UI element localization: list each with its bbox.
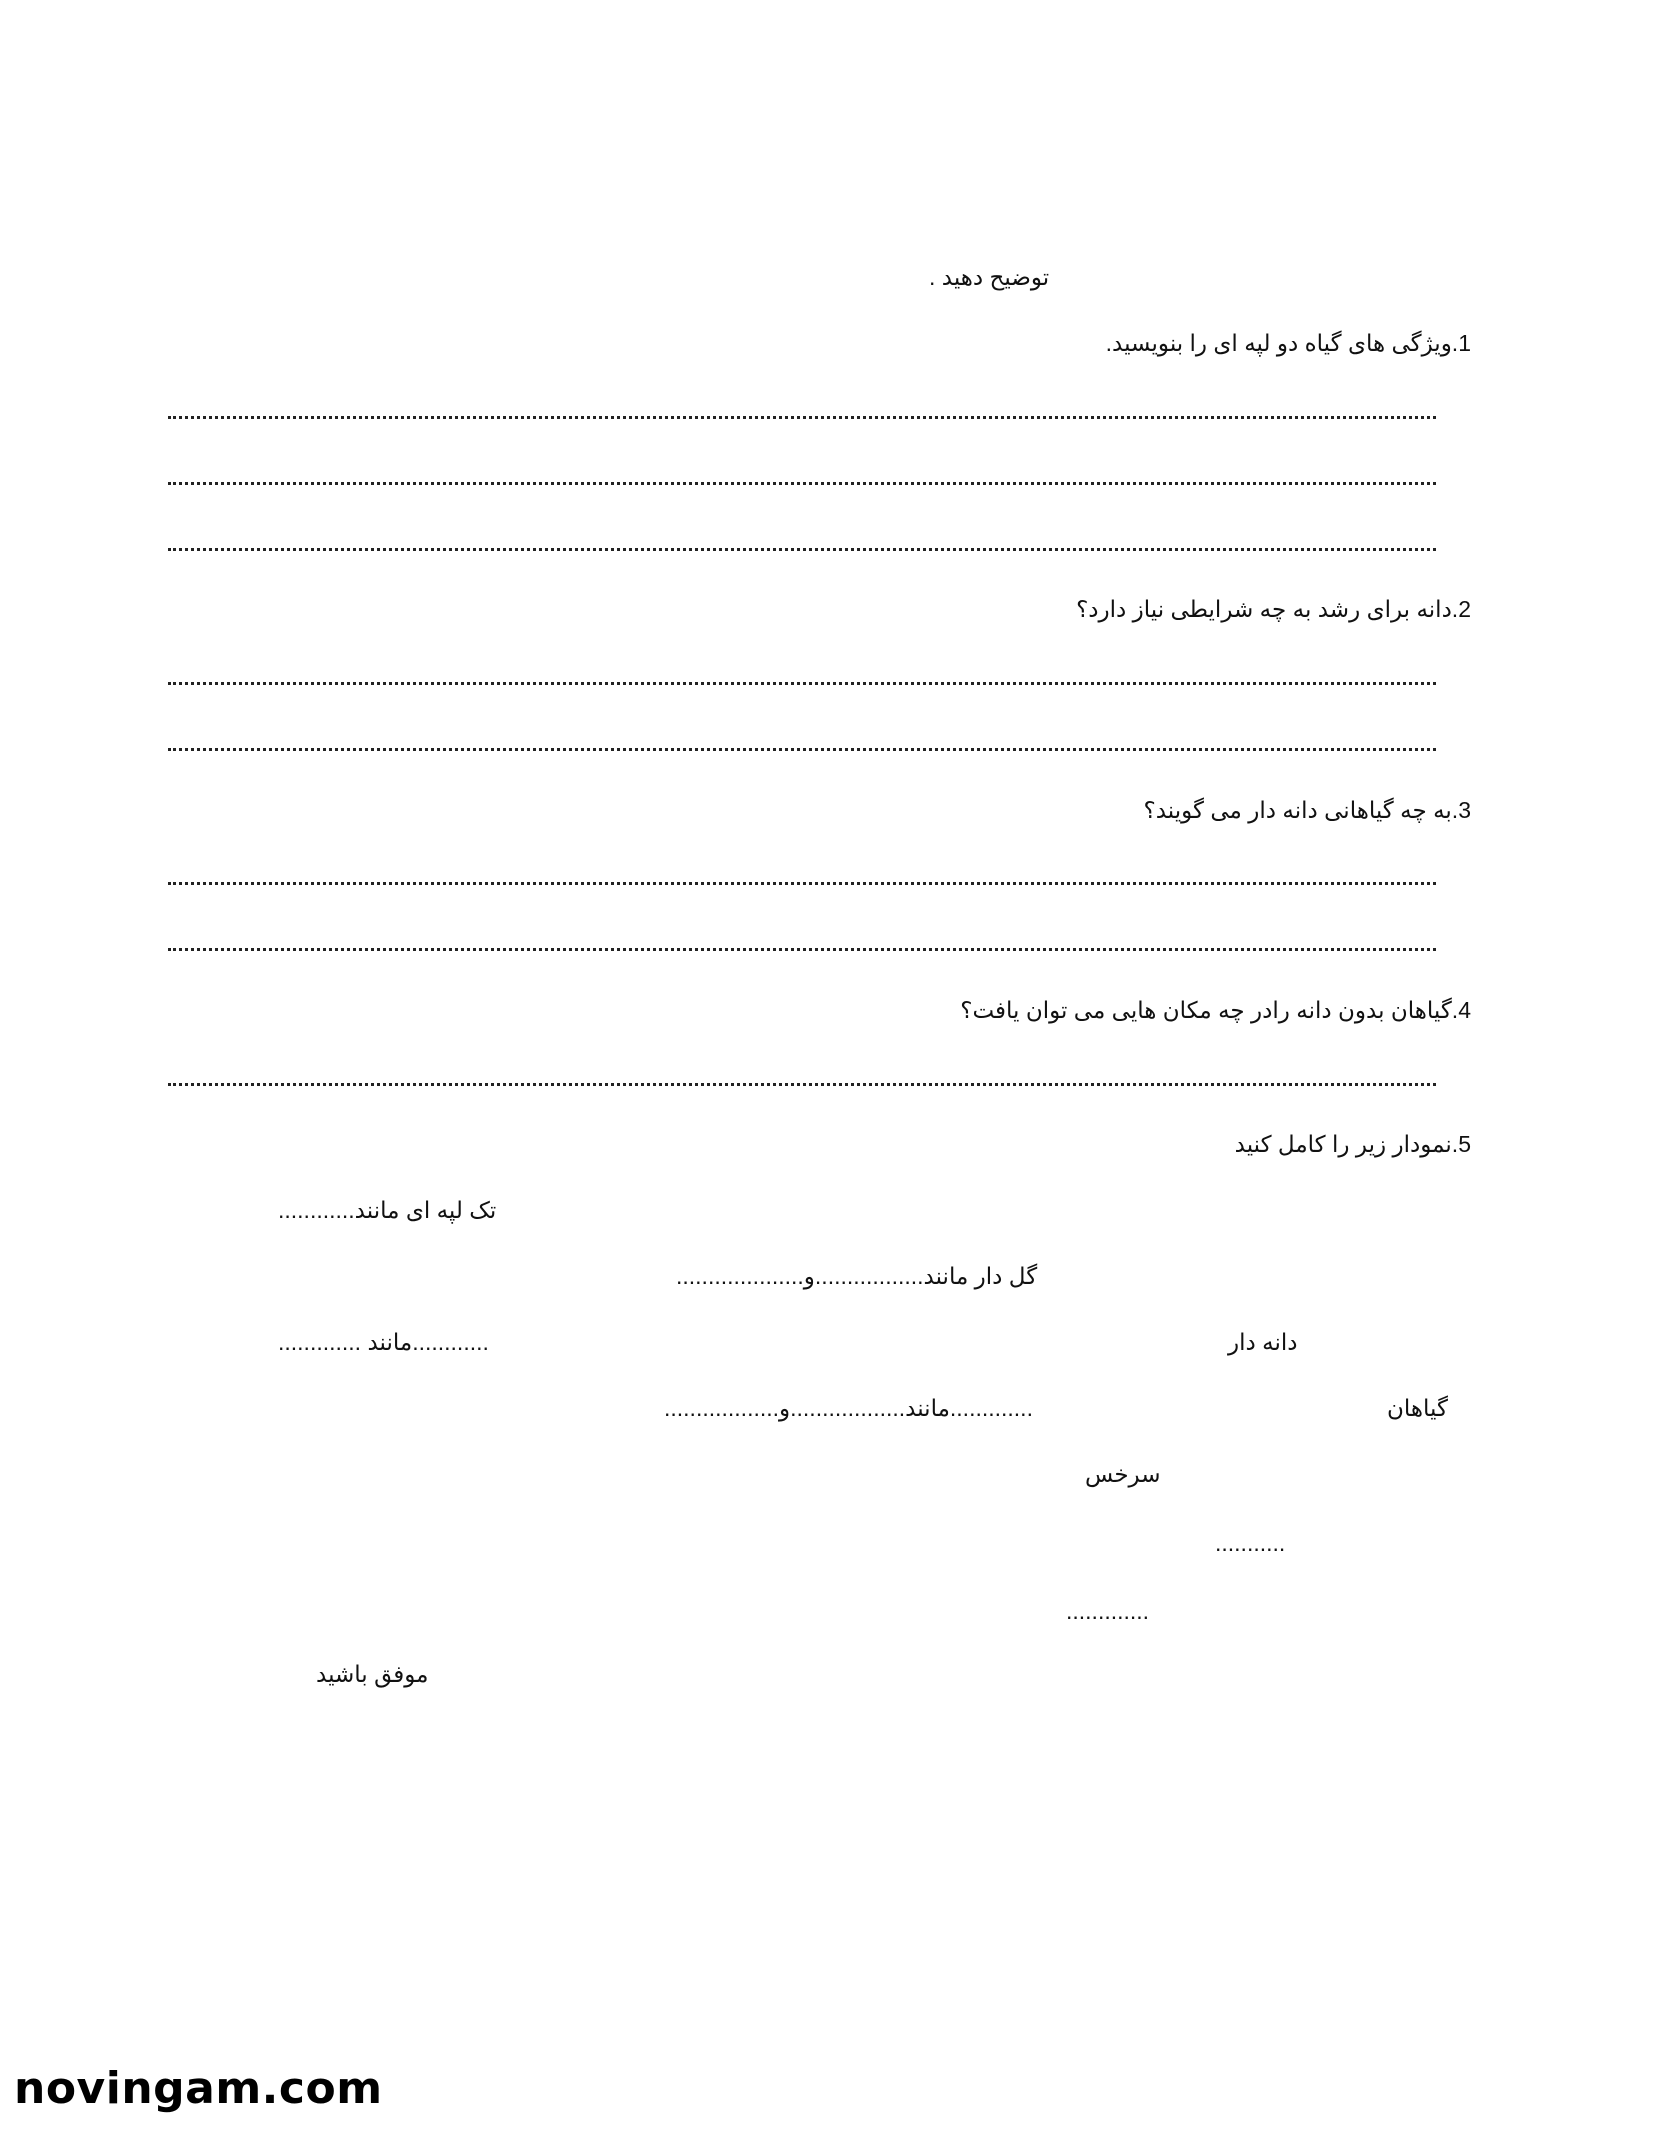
- question-2: 2.دانه برای رشد به چه شرایطی نیاز دارد؟: [1076, 596, 1471, 622]
- question-3: 3.به چه گیاهانی دانه دار می گویند؟: [1143, 797, 1471, 823]
- answer-line[interactable]: [168, 1081, 1436, 1086]
- answer-line[interactable]: [168, 546, 1436, 551]
- answer-line[interactable]: [168, 746, 1436, 751]
- dicot-example[interactable]: ............مانند .............: [278, 1329, 489, 1355]
- answer-line[interactable]: [168, 946, 1436, 951]
- answer-line[interactable]: [168, 880, 1436, 885]
- blank-2[interactable]: .............: [1066, 1598, 1150, 1624]
- monocot-example[interactable]: تک لپه ای مانند............: [278, 1197, 497, 1223]
- seedless-example[interactable]: .............مانند..................و..................: [664, 1395, 1033, 1421]
- answer-line[interactable]: [168, 414, 1436, 419]
- flowering-example[interactable]: گل دار مانند.................و....................: [676, 1263, 1038, 1289]
- answer-line[interactable]: [168, 680, 1436, 685]
- question-5: 5.نمودار زیر را کامل کنید: [1234, 1131, 1471, 1157]
- blank-1[interactable]: ...........: [1215, 1530, 1286, 1556]
- closing-text: موفق باشید: [316, 1661, 429, 1687]
- question-1: 1.ویژگی های گیاه دو لپه ای را بنویسید.: [1105, 330, 1471, 356]
- instruction-heading: توضیح دهید .: [929, 264, 1050, 290]
- novingam-watermark: novingam.com: [14, 2063, 383, 2114]
- plants-label: گیاهان: [1387, 1395, 1448, 1421]
- question-4: 4.گیاهان بدون دانه رادر چه مکان هایی می توان یافت؟: [960, 997, 1471, 1023]
- seed-bearing-label: دانه دار: [1228, 1329, 1298, 1355]
- answer-line[interactable]: [168, 480, 1436, 485]
- fern-label: سرخس: [1085, 1461, 1161, 1487]
